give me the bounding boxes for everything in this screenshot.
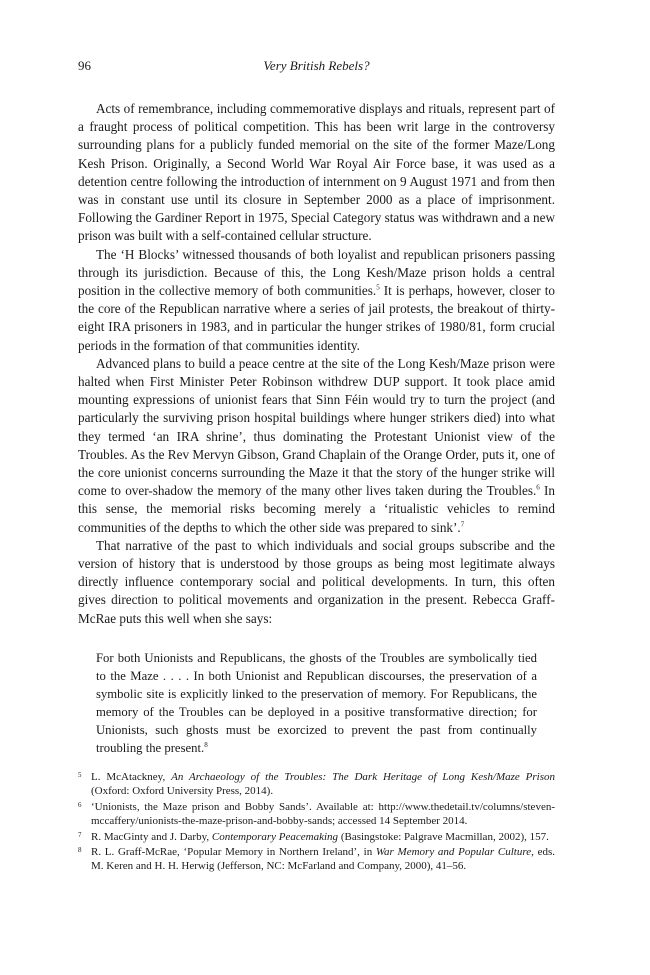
paragraph-text: Acts of remembrance, including commemorative displays and rituals, represent part of a fraught process of political competition. This has been writ large in the controversy surrounding plans for a publicly funded memorial on the site of the former Maze/Long Kesh Prison. Originally, a Second World War Royal Air Force base, it was used as a detention centre following the introduction of internment on 9 August 1971 and from then was in constant use until its closure in September 2000 as a place of imprisonment. Following the Gardiner Report in 1975, Special Category status was withdrawn and a new prison was built with a self-contained cellular structure. [78,101,555,244]
footnote-title: An Archaeology of the Troubles: The Dark Heritage of Long Kesh/Maze Prison [171,771,555,783]
running-title: Very British Rebels? [263,58,370,73]
footnote-ref[interactable]: 5 [376,283,380,292]
footnote [78,800,555,829]
footnote-text: (Basingstoke: Palgrave Macmillan, 2002), 157. [338,830,549,843]
footnote-number: 8 [78,846,82,855]
footnote-title: Contemporary Peacemaking [211,830,339,843]
paragraph-text: Advanced plans to build a peace centre at the site of the Long Kesh/Maze prison were halted when First Minister Peter Robinson withdrew DUP support. It took place amid mounting expressions of unionist fears that Sinn Féin would try to turn the project (and particularly the surviving prison hospital buildings where hunger strikers died) into what they termed ‘an IRA shrine’, thus dominating the Protestant Unionist view of the Troubles. As the Rev Mervyn Gibson, Grand Chaplain of the Orange Order, puts it, one of the core unionist concerns surrounding the Maze it that the story of the hunger strike will come to over-shadow the memory of the many other lives taken during the Troubles. [78,355,555,499]
paragraph [78,355,555,537]
footnote-text: , eds. M. Keren and H. H. Herwig (Jefferson, NC: McFarland and Company, 2000), 41–56. [91,846,555,873]
paragraph-text: The ‘H Blocks’ witnessed thousands of both loyalist and republican prisoners passing through its jurisdiction. Because of this, the Long Kesh/Maze prison holds a central position in the collective memory of both communities. [78,246,555,299]
footnote-text: ‘Unionists, the Maze prison and Bobby Sands’. Available at: http://www.thedetail.tv/columns/steven-mccaffery/unionists-the-maze-prison-and-bobby-sands; accessed 14 September 2014. [91,800,555,828]
footnote-ref[interactable]: 6 [536,483,540,492]
footnote [78,770,555,799]
body-text [78,100,555,757]
footnote-text: (Oxford: Oxford University Press, 2014). [91,785,274,798]
block-quote [96,649,537,757]
footnote [78,830,555,844]
footnote-number: 7 [78,830,82,839]
footnote-number: 6 [78,800,82,809]
footnote-ref[interactable]: 7 [460,520,465,529]
footnote [78,845,555,874]
footnote-text: R. L. Graff-McRae, ‘Popular Memory in Northern Ireland’, in [91,846,376,859]
quote-text-block [96,649,537,757]
paragraph-text: That narrative of the past to which individuals and social groups subscribe and the version of history that is understood by those groups as being most legitimate always directly influence contemporary social and political developments. In turn, this often gives direction to political movements and organization in the present. Rebecca Graff-McRae puts this well when she says: [78,537,555,626]
paragraph-text: In this sense, the memorial risks becoming merely a ‘ritualistic vehicles to remind communities of the depths to which the other side was prepared to sink’. [78,483,555,535]
paragraph [78,100,555,246]
footnote-text: R. MacGinty and J. Darby, [91,830,212,843]
footnote-text: L. McAtackney, [91,771,172,783]
paragraph-text: It is perhaps, however, closer to the core of the Republican narrative where a series of jail protests, the breakout of thirty-eight IRA prisoners in 1983, and in particular the hunger strikes of 1980/81, form crucial periods in the formation of that communities identity. [78,283,555,353]
footnote-number: 5 [78,771,82,779]
footnote-ref[interactable]: 8 [204,740,208,749]
quote-text: For both Unionists and Republicans, the ghosts of the Troubles are symbolically tied to the Maze . . . . In both Unionist and Republican discourses, the preservation of a symbolic site is explicitly linked to the preservation of memory. For Republicans, the memory of the Troubles can be deployed in a positive transformative direction; for Unionists, such ghosts must be exorcized to prevent the past from continually troubling the present. [96,650,537,755]
page-header [78,58,555,76]
paragraph [78,537,555,628]
footnote-title: War Memory and Popular Culture [375,846,532,859]
page-number: 96 [78,58,91,73]
footnotes [78,770,555,875]
paragraph [78,246,555,355]
